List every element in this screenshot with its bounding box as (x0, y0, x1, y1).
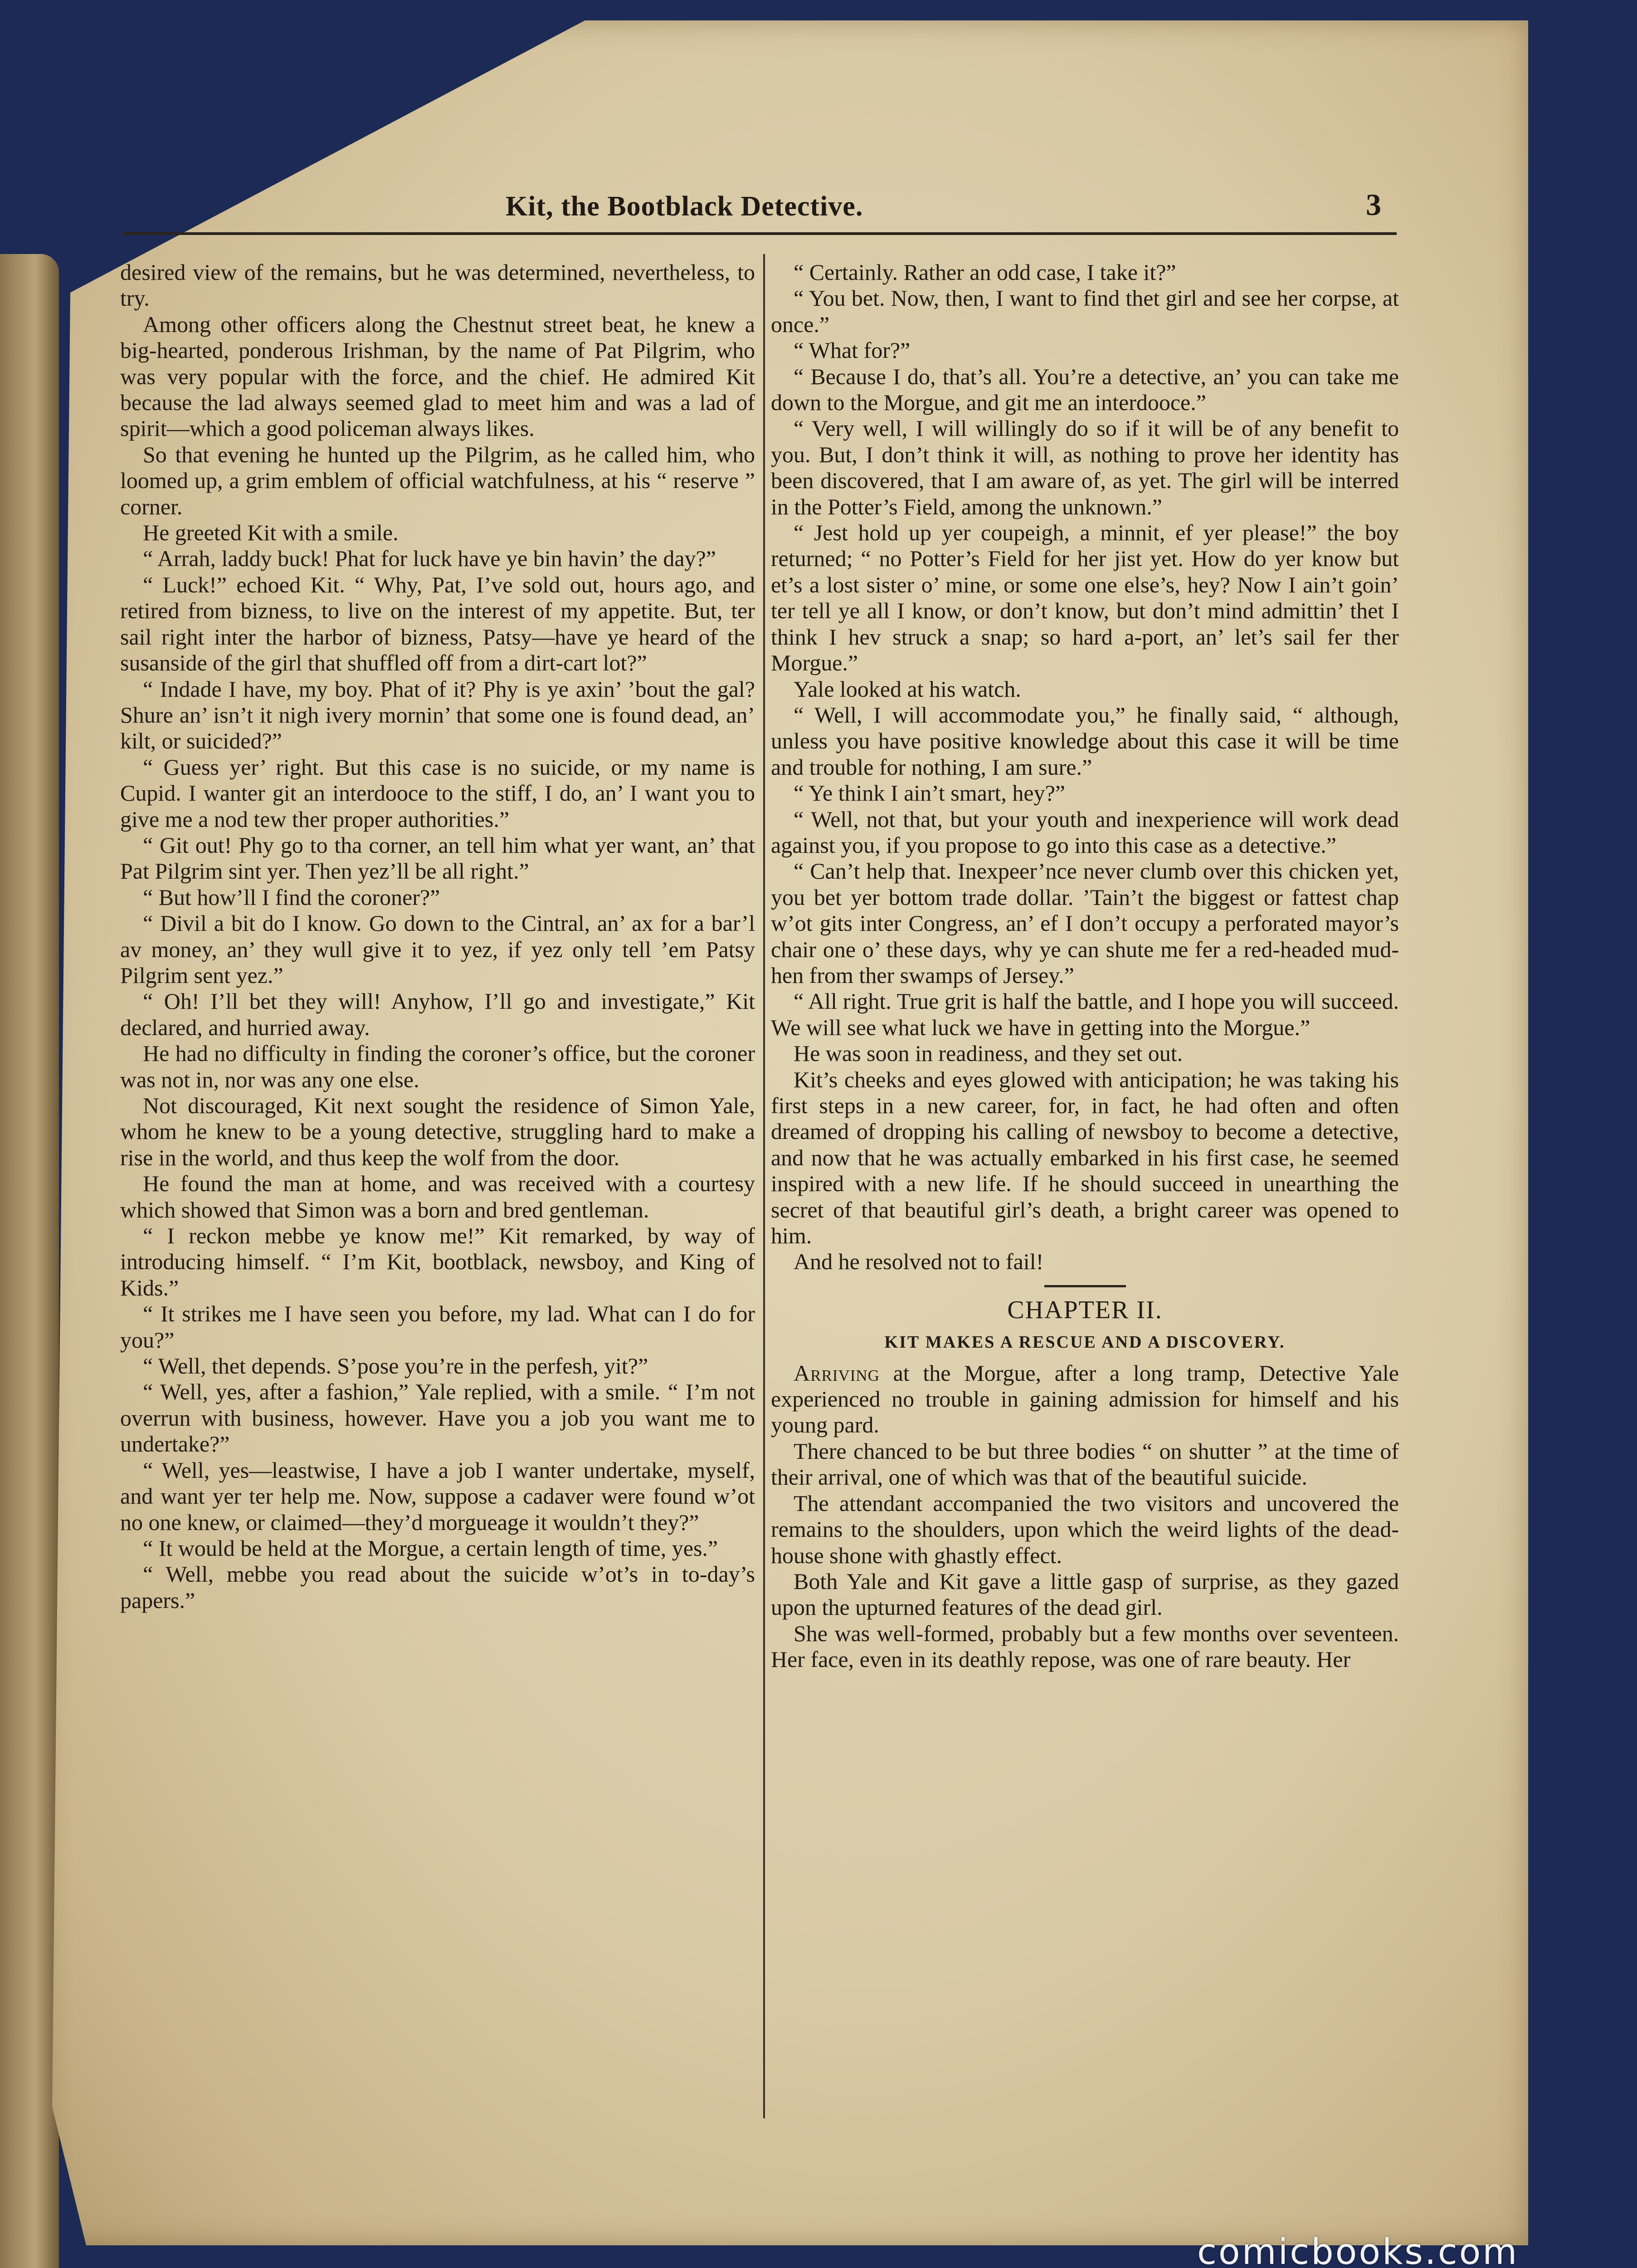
paragraph: “ Luck!” echoed Kit. “ Why, Pat, I’ve sold out, hours ago, and retired from bizness, to live on the interest of my appetite. But, ter sail right inter the harbor of bizness, Patsy—have ye heard of the susanside of the girl that shuffled off from a dirt-cart lot?” (120, 572, 755, 676)
site-watermark: comicbooks.com (1197, 2232, 1519, 2268)
paragraph: He had no difficulty in finding the coroner’s office, but the coroner was not in, nor was any one else. (120, 1041, 755, 1092)
first-paragraph-text: at the Morgue, after a long tramp, Detective Yale experienced no trouble in gaining admission for himself and his young pard. (771, 1360, 1399, 1438)
paragraph: The attendant accompanied the two visitors and uncovered the remains to the shoulders, upon which the weird lights of the dead-house shone with ghastly effect. (771, 1490, 1399, 1568)
chapter-title: CHAPTER II. (1007, 1295, 1163, 1324)
paragraph: “ Git out! Phy go to tha corner, an tell him what yer want, an’ that Pat Pilgrim sint yer. Then yez’ll be all right.” (120, 832, 755, 884)
paragraph: “ Well, thet depends. S’pose you’re in the perfesh, yit?” (143, 1353, 648, 1379)
paragraph: Among other officers along the Chestnut street beat, he knew a big-hearted, ponderous Irishman, by the name of Pat Pilgrim, who was very popular with the force, and the chief. He admired Kit because the lad always seemed glad to meet him and was a lad of spirit—which a good policeman always likes. (120, 311, 755, 441)
paragraph: “ Because I do, that’s all. You’re a detective, an’ you can take me down to the Morgue, and git me an interdooce.” (771, 363, 1399, 415)
header-rule (122, 232, 1397, 235)
paragraph: “ Can’t help that. Inexpeer’nce never clumb over this chicken yet, you bet yer bottom trade dollar. ’Tain’t the biggest or fattest chap w’ot gits inter Congress, an’ ef I don’t occupy a perforated mayor’s chair one o’ these days, why ye can shute me fer a red-headed mud-hen from ther swamps of Jersey.” (771, 858, 1399, 988)
column-divider (763, 254, 765, 2118)
paragraph: “ Oh! I’ll bet they will! Anyhow, I’ll go and investigate,” Kit declared, and hurried away. (120, 988, 755, 1040)
page-number: 3 (1366, 187, 1381, 222)
paragraph: “ Well, mebbe you read about the suicide w’ot’s in to-day’s papers.” (120, 1561, 755, 1613)
paragraph: “ You bet. Now, then, I want to find thet girl and see her corpse, at once.” (771, 285, 1399, 337)
paragraph: He was soon in readiness, and they set out. (794, 1041, 1183, 1066)
chapter-first-paragraph (771, 1360, 1399, 1438)
paragraph: “ All right. True grit is half the battle, and I hope you will succeed. We will see what luck we have in getting into the Morgue.” (771, 988, 1399, 1040)
paragraph: She was well-formed, probably but a few months over seventeen. Her face, even in its deathly repose, was one of rare beauty. Her (771, 1620, 1399, 1672)
lead-in-word: Arriving (794, 1360, 880, 1386)
right-column (771, 259, 1399, 1673)
paragraph: “ Well, not that, but your youth and inexperience will work dead against you, if you propose to go into this case as a detective.” (771, 806, 1399, 858)
paragraph: “ Divil a bit do I know. Go down to the Cintral, an’ ax for a bar’l av money, an’ they wull give it to yez, if yez only tell ’em Patsy Pilgrim sent yez.” (120, 910, 755, 988)
paragraph: “ I reckon mebbe ye know me!” Kit remarked, by way of introducing himself. “ I’m Kit, bootblack, newsboy, and King of Kids.” (120, 1223, 755, 1300)
paragraph: “ It would be held at the Morgue, a certain length of time, yes.” (143, 1535, 718, 1561)
paragraph: “ Jest hold up yer coupeigh, a minnit, ef yer please!” the boy returned; “ no Potter’s Field for her jist yet. How do yer know but et’s a lost sister o’ mine, or some one else’s, hey? Now I ain’t goin’ ter tell ye all I know, or don’t know, but don’t mind admittin’ thet I think I hev struck a snap; so hard a-port, an’ let’s sail fer ther Morgue.” (771, 520, 1399, 676)
paragraph: And he resolved not to fail! (794, 1249, 1044, 1275)
paragraph: He greeted Kit with a smile. (143, 520, 399, 546)
paragraph: There chanced to be but three bodies “ on shutter ” at the time of their arrival, one of which was that of the beautiful suicide. (771, 1438, 1399, 1490)
paragraph: “ Well, yes, after a fashion,” Yale replied, with a smile. “ I’m not overrun with business, however. Have you a job you want me to undertake?” (120, 1379, 755, 1457)
paragraph: Not discouraged, Kit next sought the residence of Simon Yale, whom he knew to be a young detective, struggling hard to make a rise in the world, and thus keep the wolf from the door. (120, 1093, 755, 1170)
paragraph: “ Certainly. Rather an odd case, I take it?” (794, 259, 1176, 285)
paragraph: “ It strikes me I have seen you before, my lad. What can I do for you?” (120, 1301, 755, 1353)
paragraph: “ Arrah, laddy buck! Phat for luck have ye bin havin’ the day?” (143, 546, 716, 572)
paragraph: “ Well, yes—leastwise, I have a job I wanter undertake, myself, and want yer ter help me. Now, suppose a cadaver were found w’ot no one knew, or claimed—they’d morgueage it wouldn’t they?” (120, 1457, 755, 1535)
running-title: Kit, the Bootblack Detective. (506, 191, 863, 222)
left-column (120, 259, 755, 1613)
paragraph: Both Yale and Kit gave a little gasp of surprise, as they gazed upon the upturned features of the dead girl. (771, 1568, 1399, 1620)
paragraph: So that evening he hunted up the Pilgrim, as he called him, who loomed up, a grim emblem of official watchfulness, at his “ reserve ” corner. (120, 441, 755, 519)
paragraph: “ Indade I have, my boy. Phat of it? Phy is ye axin’ ’bout the gal? Shure an’ isn’t it nigh ivery mornin’ that some one is found dead, an’ kilt, or suicided?” (120, 676, 755, 754)
paragraph: Kit’s cheeks and eyes glowed with anticipation; he was taking his first steps in a new career, for, in fact, he had often and often dreamed of dropping his calling of newsboy to become a detective, and now that he was actually embarked in his first case, he seemed inspired with a new life. If he should succeed in unearthing the secret of that beautiful girl’s death, a bright career was opened to him. (771, 1066, 1399, 1249)
paragraph: “ What for?” (794, 337, 911, 363)
paragraph: Yale looked at his watch. (794, 676, 1021, 702)
paragraph: “ Ye think I ain’t smart, hey?” (794, 780, 1065, 806)
paragraph: He found the man at home, and was received with a courtesy which showed that Simon was a born and bred gentleman. (120, 1171, 755, 1222)
underlying-page-edge (0, 254, 59, 2268)
paragraph: “ But how’ll I find the coroner?” (143, 884, 440, 910)
paragraph: desired view of the remains, but he was determined, nevertheless, to try. (120, 259, 755, 311)
paragraph: “ Well, I will accommodate you,” he finally said, “ although, unless you have positive knowledge about this case it will be time and trouble for nothing, I am sure.” (771, 702, 1399, 780)
paragraph: “ Very well, I will willingly do so if it will be of any benefit to you. But, I don’t think it will, as nothing to prove her identity has been discovered, that I am aware of, as yet. The girl will be interred in the Potter’s Field, among the unknown.” (771, 415, 1399, 519)
chapter-subtitle: KIT MAKES A RESCUE AND A DISCOVERY. (884, 1333, 1286, 1352)
paragraph: “ Guess yer’ right. But this case is no suicide, or my name is Cupid. I wanter git an interdooce to the stiff, I do, an’ I want you to give me a nod tew ther proper authorities.” (120, 754, 755, 832)
chapter-rule (1044, 1285, 1126, 1287)
